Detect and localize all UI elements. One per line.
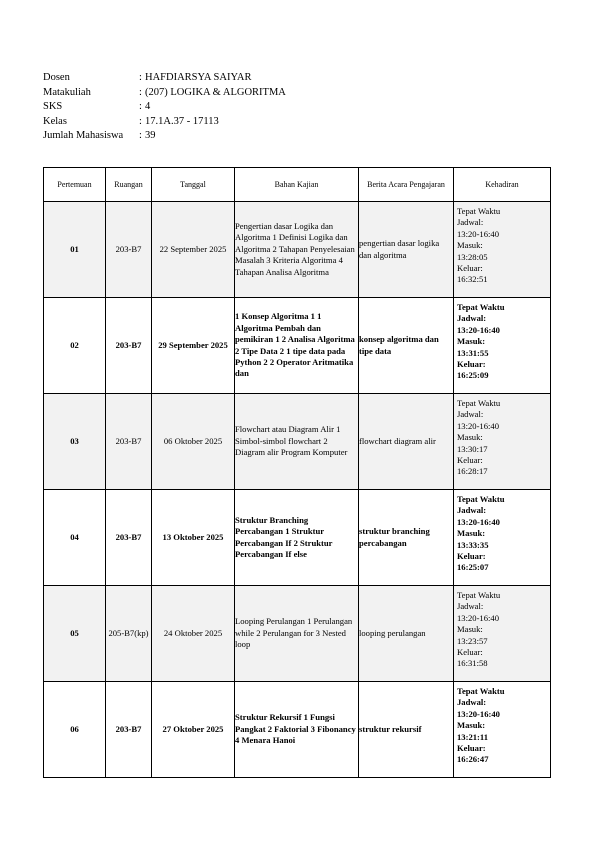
attendance-out-label: Keluar: — [457, 359, 486, 370]
attendance-out-label: Keluar: — [457, 455, 483, 466]
info-value-dosen: HAFDIARSYA SAIYAR — [145, 72, 252, 83]
attendance-schedule: 13:20-16:40 — [457, 228, 500, 239]
attendance-in-time: 13:28:05 — [457, 251, 488, 262]
attendance-status: Tepat Waktu — [457, 590, 501, 600]
attendance-in-time: 13:30:17 — [457, 443, 488, 454]
attendance-schedule-label: Jadwal: — [457, 505, 487, 516]
attendance-out-time: 16:25:09 — [457, 370, 489, 381]
info-label: Dosen — [43, 72, 70, 83]
info-value-jumlah-mahasiswa: 39 — [145, 130, 156, 141]
date: 27 Oktober 2025 — [152, 682, 235, 778]
teaching-report: struktur rekursif — [359, 682, 454, 778]
info-label: Jumlah Mahasiswa — [43, 130, 124, 141]
attendance-status: Tepat Waktu — [457, 494, 505, 504]
info-row-jumlah-mahasiswa — [43, 129, 286, 144]
table-header-row — [44, 168, 551, 202]
attendance — [454, 202, 551, 298]
attendance-in-time: 13:33:35 — [457, 539, 489, 550]
meeting-number: 01 — [44, 202, 106, 298]
course-info — [43, 71, 286, 144]
attendance-in-label: Masuk: — [457, 240, 483, 251]
info-separator: : — [139, 101, 142, 112]
info-separator: : — [139, 115, 142, 127]
topic: Struktur Rekursif 1 Fungsi Pangkat 2 Faktorial 3 Fibonancy 4 Menara Hanoi — [235, 682, 359, 778]
table-row — [44, 682, 551, 778]
info-separator: : — [139, 130, 142, 141]
header-berita-acara: Berita Acara Pengajaran — [359, 168, 454, 202]
info-value-matakuliah: (207) LOGIKA & ALGORITMA — [145, 86, 286, 98]
attendance-schedule: 13:20-16:40 — [457, 324, 500, 335]
attendance-out-label: Keluar: — [457, 647, 483, 658]
attendance-schedule: 13:20-16:40 — [457, 708, 500, 719]
attendance-in-time: 13:31:55 — [457, 347, 489, 358]
room: 203-B7 — [106, 394, 152, 490]
attendance-out-time: 16:28:17 — [457, 466, 488, 477]
meeting-number: 03 — [44, 394, 106, 490]
meeting-number: 04 — [44, 490, 106, 586]
attendance-in-label: Masuk: — [457, 336, 486, 347]
topic: Pengertian dasar Logika dan Algoritma 1 Definisi Logika dan Algoritma 2 Tahapan Penyelesaian Masalah 3 Kriteria Algoritma 4 Tahapan Analisa Algoritma — [235, 202, 359, 298]
teaching-report: pengertian dasar logika dan algoritma — [359, 202, 454, 298]
teaching-report: struktur branching percabangan — [359, 490, 454, 586]
attendance-status: Tepat Waktu — [457, 398, 501, 408]
meeting-number: 05 — [44, 586, 106, 682]
table-row — [44, 394, 551, 490]
attendance-out-label: Keluar: — [457, 551, 486, 562]
teaching-report: konsep algoritma dan tipe data — [359, 298, 454, 394]
info-separator: : — [139, 86, 142, 98]
info-label: Matakuliah — [43, 86, 91, 98]
attendance-schedule-label: Jadwal: — [457, 409, 484, 420]
teaching-report: flowchart diagram alir — [359, 394, 454, 490]
room: 203-B7 — [106, 202, 152, 298]
attendance-out-time: 16:26:47 — [457, 754, 489, 765]
table-row — [44, 202, 551, 298]
teaching-report: looping perulangan — [359, 586, 454, 682]
date: 24 Oktober 2025 — [152, 586, 235, 682]
date: 22 September 2025 — [152, 202, 235, 298]
attendance-schedule-label: Jadwal: — [457, 601, 484, 612]
date: 29 September 2025 — [152, 298, 235, 394]
meeting-number: 02 — [44, 298, 106, 394]
info-label: Kelas — [43, 115, 67, 127]
header-ruangan: Ruangan — [106, 168, 152, 202]
date: 06 Oktober 2025 — [152, 394, 235, 490]
attendance-schedule: 13:20-16:40 — [457, 612, 500, 623]
attendance — [454, 490, 551, 586]
date: 13 Oktober 2025 — [152, 490, 235, 586]
attendance-in-label: Masuk: — [457, 624, 483, 635]
room: 203-B7 — [106, 490, 152, 586]
info-row-dosen — [43, 71, 286, 86]
attendance — [454, 586, 551, 682]
attendance-schedule-label: Jadwal: — [457, 217, 484, 228]
room: 203-B7 — [106, 298, 152, 394]
attendance-schedule: 13:20-16:40 — [457, 516, 500, 527]
attendance-schedule: 13:20-16:40 — [457, 420, 500, 431]
attendance-schedule-label: Jadwal: — [457, 697, 487, 708]
attendance-out-time: 16:31:58 — [457, 658, 488, 669]
header-bahan-kajian: Bahan Kajian — [235, 168, 359, 202]
topic: Looping Perulangan 1 Perulangan while 2 Perulangan for 3 Nested loop — [235, 586, 359, 682]
attendance-in-label: Masuk: — [457, 528, 486, 539]
attendance-in-time: 13:21:11 — [457, 731, 489, 742]
attendance-in-time: 13:23:57 — [457, 635, 488, 646]
room: 203-B7 — [106, 682, 152, 778]
attendance — [454, 298, 551, 394]
table-row — [44, 298, 551, 394]
room: 205-B7(kp) — [106, 586, 152, 682]
topic: 1 Konsep Algoritma 1 1 Algoritma Pembah dan pemikiran 1 2 Analisa Algoritma 2 Tipe Data 2 1 tipe data pada Python 2 2 Operator Aritmatika dan — [235, 298, 359, 394]
topic: Flowchart atau Diagram Alir 1 Simbol-simbol flowchart 2 Diagram alir Program Komputer — [235, 394, 359, 490]
attendance-status: Tepat Waktu — [457, 686, 505, 696]
attendance-table — [43, 167, 551, 778]
attendance — [454, 394, 551, 490]
attendance-out-label: Keluar: — [457, 263, 483, 274]
info-label: SKS — [43, 101, 63, 112]
attendance-status: Tepat Waktu — [457, 302, 505, 312]
attendance-in-label: Masuk: — [457, 432, 483, 443]
info-value-kelas: 17.1A.37 - 17113 — [145, 115, 219, 127]
info-separator: : — [139, 72, 142, 83]
attendance-schedule-label: Jadwal: — [457, 313, 487, 324]
info-value-sks: 4 — [145, 101, 151, 112]
header-tanggal: Tanggal — [152, 168, 235, 202]
header-pertemuan: Pertemuan — [44, 168, 106, 202]
attendance — [454, 682, 551, 778]
info-row-matakuliah — [43, 86, 286, 101]
topic: Struktur Branching Percabangan 1 Struktur Percabangan If 2 Struktur Percabangan If else — [235, 490, 359, 586]
attendance-out-label: Keluar: — [457, 743, 486, 754]
info-row-kelas — [43, 115, 286, 130]
attendance-out-time: 16:32:51 — [457, 274, 488, 285]
info-row-sks — [43, 100, 286, 115]
header-kehadiran: Kehadiran — [454, 168, 551, 202]
attendance-status: Tepat Waktu — [457, 206, 501, 216]
table-row — [44, 586, 551, 682]
table-row — [44, 490, 551, 586]
meeting-number: 06 — [44, 682, 106, 778]
attendance-out-time: 16:25:07 — [457, 562, 489, 573]
attendance-in-label: Masuk: — [457, 720, 486, 731]
